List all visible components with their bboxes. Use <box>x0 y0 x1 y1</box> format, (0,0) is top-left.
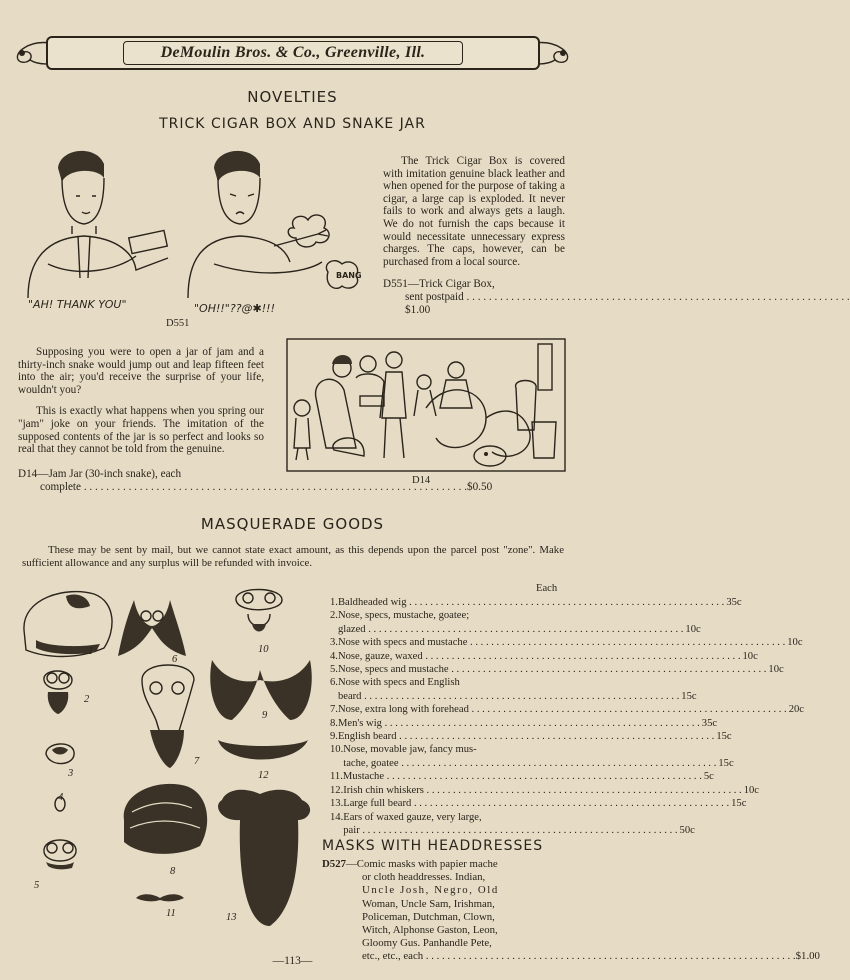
header-banner <box>46 36 540 70</box>
cigar-box-price-item <box>383 278 565 316</box>
masquerade-item <box>330 703 804 716</box>
fig-num-8: 8 <box>170 866 176 877</box>
masks-desc-line-0: —Comic masks with papier mache <box>346 858 498 870</box>
fig-num-3: 3 <box>68 768 74 779</box>
cigar-figure-caption: D551 <box>166 318 190 329</box>
cigar-box-text: The Trick Cigar Box is covered with imitation genuine black leather and when opened for the purpose of taking a cigar, a large cap is exploded. It never fails to work and always gets a laugh. We do not furnish the caps because it would necessitate unnecessary express charges. The caps, however, can be purchased from a local source. <box>383 155 565 268</box>
masquerade-item-number: 6. <box>330 677 338 689</box>
masquerade-item-text: Ears of waxed gauze, very large, <box>343 811 482 823</box>
masquerade-item-number: 1. <box>330 597 338 608</box>
masquerade-item-text: Nose, extra long with forehead . . . <box>338 703 787 716</box>
masks-desc-line-5: Witch, Alphonse Gaston, Leon, <box>362 924 498 937</box>
masks-desc-line-4: Policeman, Dutchman, Clown, <box>362 910 495 923</box>
masquerade-item-text: tache, goatee . . . <box>343 757 716 770</box>
masquerade-each-header: Each <box>536 583 558 594</box>
masks-desc-line-1: or cloth headdresses. Indian, <box>362 871 486 884</box>
masquerade-item-price: 50c <box>679 824 695 836</box>
masquerade-item-number: 2. <box>330 610 338 622</box>
masquerade-item-number: 4. <box>330 650 338 662</box>
masquerade-item-text: English beard . . . <box>338 730 714 743</box>
masquerade-item <box>330 636 803 649</box>
masks-last-line: etc., etc., each . . . <box>362 950 796 963</box>
jar-item-price: $0.50 <box>466 480 493 493</box>
masquerade-item-number: 3. <box>330 637 338 649</box>
masquerade-item-text: Men's wig . . . <box>338 717 700 730</box>
masquerade-item-text: beard . . . <box>338 690 679 703</box>
snake-jar-illustration <box>286 338 566 472</box>
masks-desc-line-6: Gloomy Gus. Panhandle Pete, <box>362 937 492 950</box>
masquerade-item-number: 5. <box>330 664 338 676</box>
bubble-left-text: "AH! THANK YOU" <box>28 298 127 311</box>
fig-num-4: 4 <box>58 792 64 803</box>
masquerade-item-number: 14. <box>330 811 344 823</box>
jar-item-line2: complete . . . <box>40 481 467 494</box>
fig-num-13: 13 <box>226 912 237 923</box>
snake-jar-paragraph1: Supposing you were to open a jar of jam and a thirty-inch snake would jump out and leap fifteen feet into the air; you'd receive the surprise of your life, wouldn't you? <box>18 346 264 396</box>
cigar-item-line1: D551—Trick Cigar Box, <box>383 278 495 290</box>
masquerade-item-text: Nose, movable jaw, fancy mus- <box>343 744 477 756</box>
masquerade-item-price: 35c <box>701 717 718 729</box>
masks-desc-line-2: Uncle Josh, Negro, Old <box>362 884 499 897</box>
page-number: —113— <box>272 955 313 967</box>
masquerade-item-price: 10c <box>787 637 803 649</box>
masquerade-item-price: 35c <box>726 597 742 608</box>
masquerade-item-text: Nose, gauze, waxed . . . <box>338 650 741 663</box>
masquerade-item-number: 9. <box>330 731 338 743</box>
masquerade-item <box>330 811 695 838</box>
masquerade-item-number: 12. <box>330 784 344 796</box>
banner-title: DeMoulin Bros. & Co., Greenville, Ill. <box>123 41 463 65</box>
trick-cigar-box-illustration <box>18 138 370 320</box>
bubble-right-text: "OH!!"??@✱!!! <box>194 302 275 315</box>
masquerade-heading: MASQUERADE GOODS <box>200 515 385 533</box>
snake-jar-description <box>18 346 264 465</box>
masquerade-item-price: 5c <box>703 771 714 783</box>
fig-num-11: 11 <box>166 908 176 919</box>
masquerade-item <box>330 676 697 703</box>
masquerade-item-text: Irish chin whiskers . . . <box>343 784 741 797</box>
masquerade-item-text: Nose, specs and mustache . . . <box>338 663 766 676</box>
masquerade-item-text: Nose, specs, mustache, goatee; <box>337 610 470 622</box>
masquerade-item-number: 11. <box>330 771 343 783</box>
masquerade-intro: These may be sent by mail, but we cannot state exact amount, as this depends upon the parcel post "zone". Make sufficient allowance and any surplus will be refunded with invoice. <box>22 544 564 569</box>
masquerade-item-text: Nose with specs and English <box>337 677 460 689</box>
masquerade-item <box>330 797 747 810</box>
masquerade-item-price: 20c <box>788 704 804 716</box>
fig-num-5: 5 <box>34 880 40 891</box>
masquerade-item-price: 10c <box>742 650 758 662</box>
cigar-box-description <box>383 155 565 277</box>
masquerade-item <box>330 717 718 730</box>
masquerade-item-price: 15c <box>718 757 734 769</box>
snake-jar-paragraph2: This is exactly what happens when you spring our "jam" joke on your friends. The imitation of the supposed contents of the jar is so perfect and looks so real that they cannot be told from the genuine. <box>18 405 264 456</box>
masquerade-item <box>330 784 759 797</box>
masquerade-item <box>330 650 758 663</box>
masquerade-item-number: 8. <box>330 717 338 729</box>
masquerade-item-price: 15c <box>681 690 697 702</box>
masquerade-item <box>330 770 714 783</box>
fig-num-7: 7 <box>194 756 200 767</box>
masks-item <box>322 858 820 964</box>
masquerade-item-price: 10c <box>768 664 784 676</box>
masquerade-item <box>330 596 742 609</box>
masquerade-item-price: 15c <box>731 798 747 810</box>
snake-jar-price-item <box>18 468 493 494</box>
cigar-item-price: $1.00 <box>405 303 431 316</box>
cigar-item-line2: sent postpaid . . . <box>405 291 850 303</box>
masquerade-item-text: pair . . . <box>343 824 677 837</box>
fig-num-6: 6 <box>172 654 178 665</box>
masquerade-item-number: 13. <box>330 798 344 810</box>
masquerade-item <box>330 609 701 636</box>
novelties-heading: NOVELTIES <box>247 88 338 106</box>
masks-desc-line-3: Woman, Uncle Sam, Irishman, <box>362 897 495 910</box>
masquerade-item-text: glazed . . . <box>338 623 683 636</box>
masquerade-item-number: 10. <box>330 744 344 756</box>
masquerade-item-number: 7. <box>330 704 338 716</box>
fig-num-10: 10 <box>258 644 269 655</box>
masquerade-item-price: 15c <box>716 731 732 743</box>
masquerade-item-text: Mustache . . . <box>343 770 702 783</box>
masks-price: $1.00 <box>795 950 820 963</box>
masquerade-item-price: 10c <box>685 623 701 635</box>
jar-figure-caption: D14 <box>412 475 431 486</box>
fig-num-12: 12 <box>258 770 269 781</box>
trick-cigar-subheading: TRICK CIGAR BOX AND SNAKE JAR <box>159 116 426 132</box>
masquerade-item-text: Large full beard . . . <box>343 797 729 810</box>
bang-label: BANG <box>336 271 362 280</box>
masquerade-item-price: 10c <box>743 784 759 796</box>
masks-heading: MASKS WITH HEADDRESSES <box>322 838 544 854</box>
masquerade-item-text: Baldheaded wig . . . <box>338 596 724 609</box>
masquerade-item <box>330 730 732 743</box>
fig-num-9: 9 <box>262 710 268 721</box>
masquerade-item-text: Nose with specs and mustache . . . <box>338 636 785 649</box>
masquerade-item <box>330 743 734 770</box>
masks-item-code: D527 <box>322 858 346 870</box>
masquerade-item-list <box>330 596 804 837</box>
masquerade-item <box>330 663 784 676</box>
fig-num-2: 2 <box>84 694 90 705</box>
masquerade-illustration <box>16 580 322 930</box>
jar-item-line1: D14—Jam Jar (30-inch snake), each <box>18 468 182 480</box>
fig-num-1: 1 <box>88 646 94 657</box>
